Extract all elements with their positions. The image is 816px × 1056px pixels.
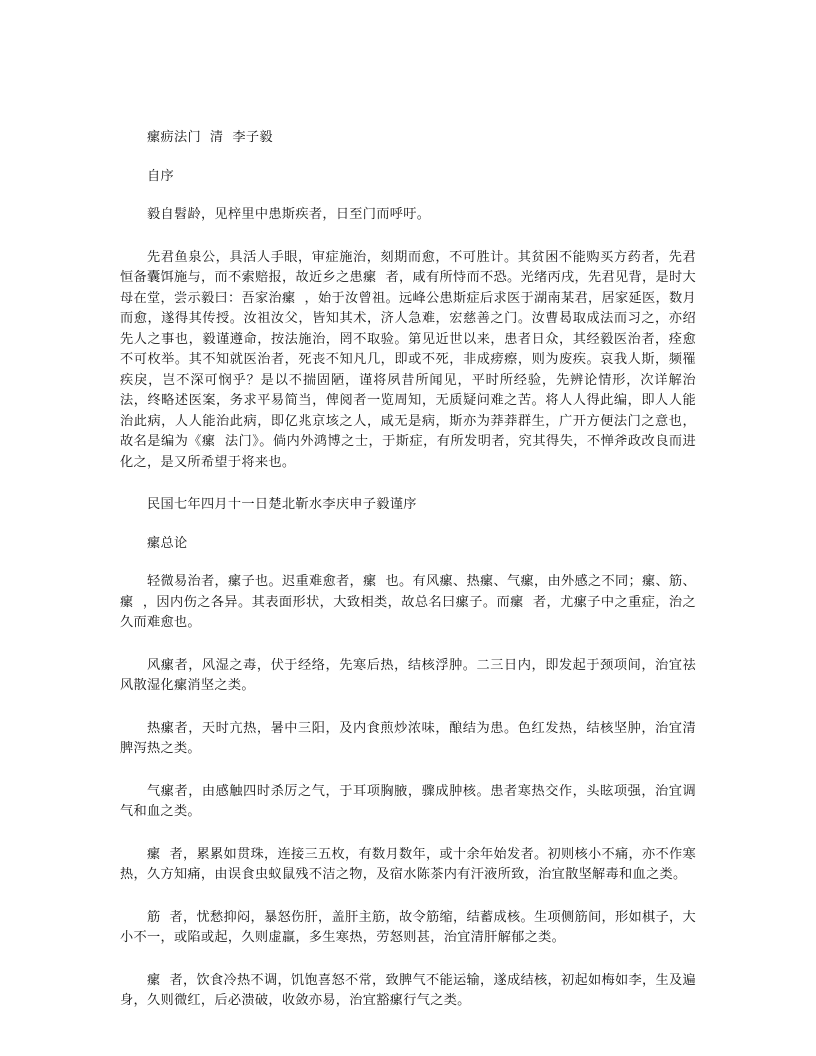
section-paragraph: 瘰 者，饮食冷热不调，饥饱喜怒不常，致脾气不能运输，遂成结核，初起如梅如李，生及遍身，久则微红，后必溃破，收敛亦易，治宜豁瘰行气之类。 [120,972,696,1008]
preface-paragraph: 毅自髫龄，见梓里中患斯疾者，日至门而呼吁。 [147,207,431,222]
preface-signature: 民国七年四月十一日楚北靳水李庆申子毅谨序 [147,497,417,512]
section-paragraph: 风瘰者，风湿之毒，伏于经络，先寒后热，结核浮肿。二三日内，即发起于颈项间，治宜祛风散湿化瘰消坚之类。 [120,657,696,693]
section-paragraph: 气瘰者，由感触四时杀厉之气，于耳项胸腋，骤成肿核。患者寒热交作，头眩项强，治宜调气和血之类。 [120,783,696,819]
section-paragraph: 筋 者，忧愁抑闷，暴怒伤肝，盖肝主筋，故令筋缩，结蓄成核。生项侧筋间，形如棋子，大小不一，或陷或起，久则虚羸，多生寒热，劳怒则甚，治宜清肝解郁之类。 [120,909,696,945]
preface-paragraph: 先君鱼泉公，具活人手眼，审症施治，刻期而愈，不可胜计。其贫困不能购买方药者，先君恒备囊饵施与，而不索赔报，故近乡之患瘰 者，咸有所恃而不恐。光绪丙戌，先君见背，是时大母在堂，尝示毅曰：吾家治瘰 ，始于汝曾祖。远峰公患斯症后求医于湖南某君，居家延医，数月而愈，遂得其传授。汝祖汝父，皆知其术，济人急难，宏慈善之门。汝曹曷取成法而习之，亦绍先人之事也，毅谨遵命，按法施治，罔不取验。第见近世以来，患者日众，其经毅医治者，痊愈不可枚举。其不知就医治者，死丧不知凡几，即或不死，非成痨瘵，则为废疾。哀我人斯，频罹疾戾，岂不深可悯乎？是以不揣固陋，谨将夙昔所闻见，平时所经验，先辨论情形，次详解治法，终略述医案，务求平易简当，俾阅者一览周知，无质疑问难之苦。将人人得此编，即人人能治此病，人人能治此病，即亿兆京垓之人，咸无是病，斯亦为莽莽群生，广开方便法门之意也，故名是编为《瘰 法门》。倘内外鸿博之士，于斯症，有所发明者，究其得失，不惮斧政改良而进化之，是又所希望于将来也。 [120,249,696,470]
document-page [120,128,696,1034]
section-paragraph: 瘰 者，累累如贯珠，连接三五枚，有数月数年，或十余年始发者。初则核小不痛，亦不作寒热，久方知痛，由误食虫蚁鼠残不洁之物，及宿水陈茶内有汗液所致，治宜散坚解毒和血之类。 [120,846,696,882]
document-title: 瘰疬法门 清 李子毅 [147,130,273,145]
section-heading: 瘰总论 [147,535,188,551]
section-paragraph: 轻微易治者，瘰子也。迟重难愈者，瘰 也。有风瘰、热瘰、气瘰，由外感之不同；瘰、筋、瘰 ，因内伤之各异。其表面形状，大致相类，故总名曰瘰子。而瘰 者，尤瘰子中之重症，治之久而难愈也。 [120,574,696,630]
preface-heading: 自序 [147,168,174,184]
section-paragraph: 热瘰者，天时亢热，暑中三阳，及内食煎炒浓味，酿结为患。色红发热，结核坚肿，治宜清脾泻热之类。 [120,720,696,756]
